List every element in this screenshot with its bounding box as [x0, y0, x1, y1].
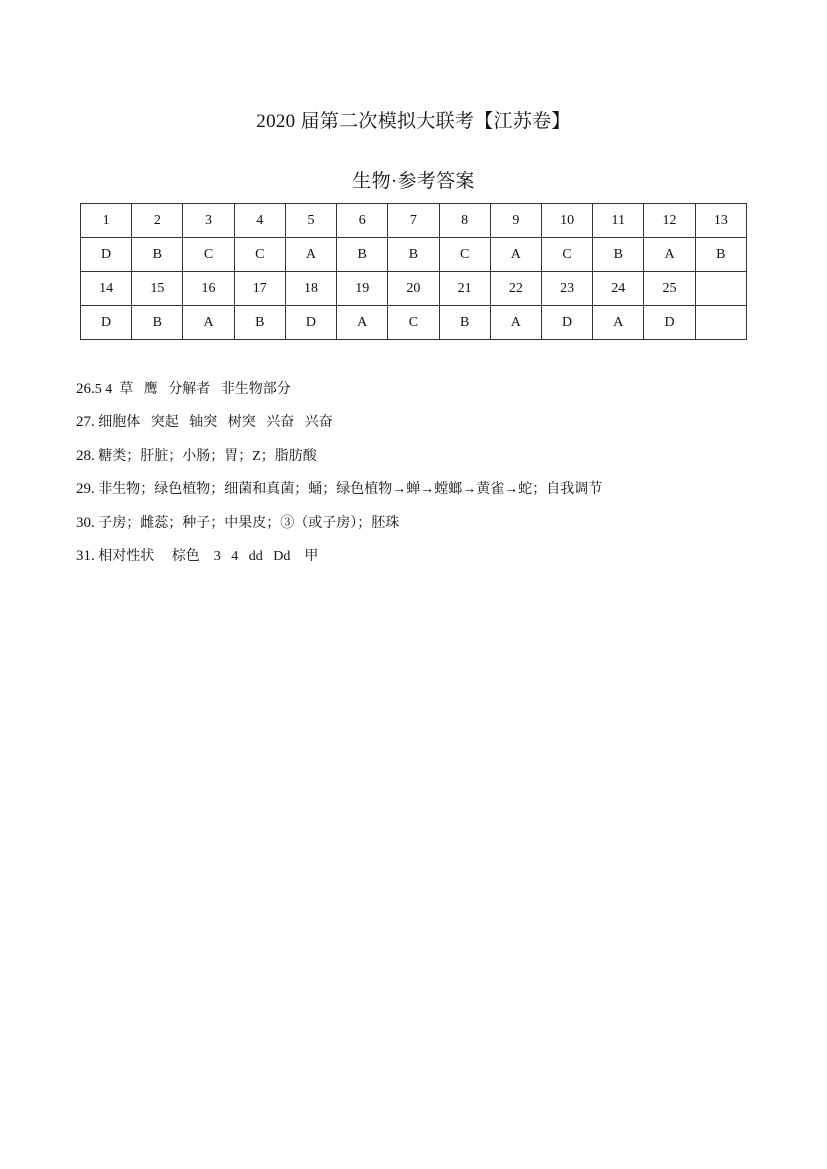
table-cell: B — [593, 238, 644, 272]
table-cell: A — [183, 306, 234, 340]
answer-27 — [76, 411, 756, 444]
table-row-answers-1 — [81, 238, 747, 272]
answer-28 — [76, 445, 756, 478]
table-cell: C — [439, 238, 490, 272]
table-cell: 23 — [541, 272, 592, 306]
table-cell: 14 — [81, 272, 132, 306]
table-cell: 4 — [234, 204, 285, 238]
table-cell: 10 — [541, 204, 592, 238]
answer-text: 子房；雌蕊；种子；中果皮；③（或子房）；胚珠 — [94, 515, 400, 531]
table-row-question-numbers-1 — [81, 204, 747, 238]
table-cell: 25 — [644, 272, 695, 306]
table-row-answers-2 — [81, 306, 747, 340]
table-cell: 22 — [490, 272, 541, 306]
table-cell: C — [183, 238, 234, 272]
table-cell: C — [541, 238, 592, 272]
table-cell: A — [490, 306, 541, 340]
answer-text: 糖类；肝脏；小肠；胃；Z；脂肪酸 — [94, 448, 317, 464]
table-cell: 1 — [81, 204, 132, 238]
table-cell: A — [644, 238, 695, 272]
table-cell: D — [81, 306, 132, 340]
table-cell: B — [695, 238, 746, 272]
table-cell: 2 — [132, 204, 183, 238]
answer-number: 26. — [76, 381, 95, 397]
table-cell: A — [337, 306, 388, 340]
answer-table — [80, 203, 747, 340]
table-cell: 15 — [132, 272, 183, 306]
table-cell: 9 — [490, 204, 541, 238]
answer-26 — [76, 378, 756, 411]
table-cell: 13 — [695, 204, 746, 238]
table-cell: 5 — [285, 204, 336, 238]
table-cell: 24 — [593, 272, 644, 306]
table-cell: 12 — [644, 204, 695, 238]
answer-number: 27. — [76, 414, 95, 431]
table-cell: A — [490, 238, 541, 272]
answer-text: 5 4 草 鹰 分解者 非生物部分 — [94, 382, 291, 397]
answer-31 — [76, 545, 756, 578]
table-cell: 8 — [439, 204, 490, 238]
table-cell: B — [337, 238, 388, 272]
table-cell: D — [644, 306, 695, 340]
answer-text: 非生物；绿色植物；细菌和真菌；蛹；绿色植物→蝉→螳螂→黄雀→蛇；自我调节 — [94, 482, 603, 498]
table-cell: B — [388, 238, 439, 272]
table-cell-empty — [695, 272, 746, 306]
table-cell: A — [593, 306, 644, 340]
answer-text: 细胞体 突起 轴突 树突 兴奋 兴奋 — [94, 415, 333, 431]
answer-text: 相对性状 棕色 3 4 dd Dd 甲 — [94, 548, 319, 564]
table-cell: 11 — [593, 204, 644, 238]
answer-number: 29. — [76, 481, 95, 498]
table-cell: 7 — [388, 204, 439, 238]
answer-30 — [76, 512, 756, 545]
table-cell: B — [234, 306, 285, 340]
answer-number: 28. — [76, 447, 95, 464]
document-title: 2020 届第二次模拟大联考【江苏卷】 — [256, 111, 571, 132]
table-cell: D — [81, 238, 132, 272]
table-cell-empty — [695, 306, 746, 340]
answer-29 — [76, 478, 756, 511]
document-subtitle: 生物·参考答案 — [352, 171, 475, 192]
table-cell: C — [388, 306, 439, 340]
table-cell: 19 — [337, 272, 388, 306]
table-cell: D — [285, 306, 336, 340]
table-cell: A — [285, 238, 336, 272]
answer-number: 31. — [76, 547, 95, 564]
answer-number: 30. — [76, 514, 95, 531]
table-cell: B — [132, 238, 183, 272]
table-cell: 21 — [439, 272, 490, 306]
table-row-question-numbers-2 — [81, 272, 747, 306]
table-cell: 17 — [234, 272, 285, 306]
table-cell: B — [439, 306, 490, 340]
answer-list — [76, 378, 756, 578]
table-cell: D — [541, 306, 592, 340]
table-cell: 18 — [285, 272, 336, 306]
table-cell: 3 — [183, 204, 234, 238]
table-cell: 20 — [388, 272, 439, 306]
table-cell: 6 — [337, 204, 388, 238]
table-cell: B — [132, 306, 183, 340]
table-cell: C — [234, 238, 285, 272]
table-cell: 16 — [183, 272, 234, 306]
